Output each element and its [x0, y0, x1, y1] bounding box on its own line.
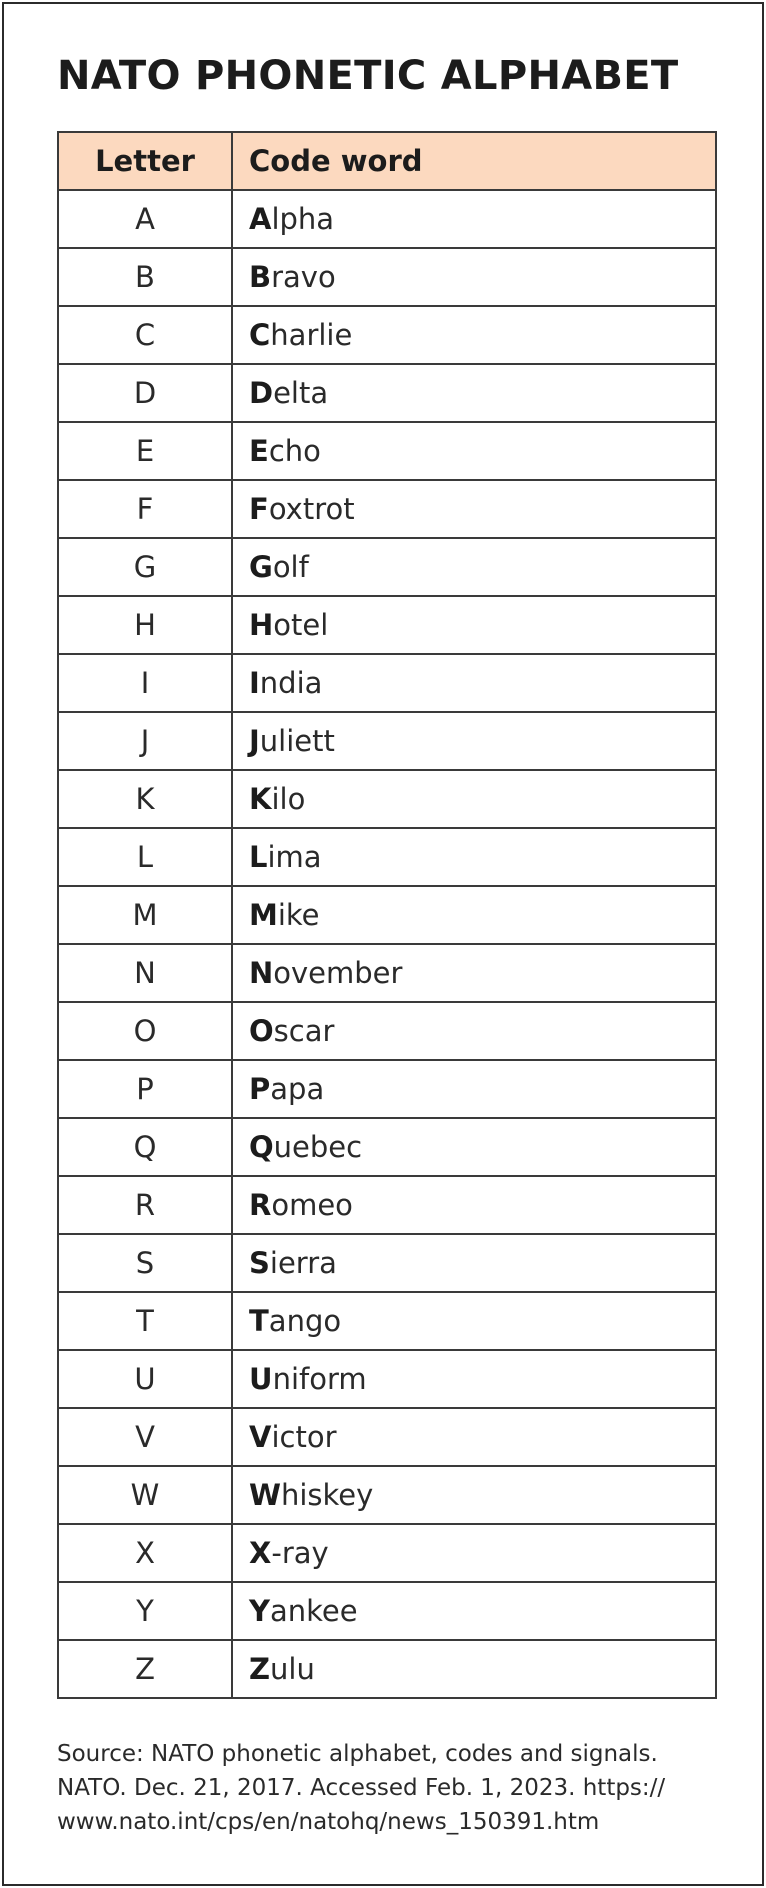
table-row — [58, 1350, 716, 1408]
code-word-rest: ike — [277, 898, 320, 932]
code-word-cell — [232, 944, 716, 1002]
code-word-initial: N — [249, 956, 274, 990]
code-word-cell — [232, 1466, 716, 1524]
table-row — [58, 1176, 716, 1234]
table-row — [58, 596, 716, 654]
code-word-initial: R — [249, 1188, 272, 1222]
table-row — [58, 422, 716, 480]
code-word-initial: A — [249, 202, 272, 236]
code-word-initial: K — [249, 782, 272, 816]
code-word-initial: L — [249, 840, 268, 874]
code-word-rest: olf — [272, 550, 309, 584]
table-row — [58, 886, 716, 944]
code-word-rest: ravo — [271, 260, 336, 294]
code-word-cell — [232, 480, 716, 538]
code-word-cell — [232, 538, 716, 596]
code-word-cell — [232, 1002, 716, 1060]
letter-cell: C — [58, 306, 232, 364]
code-word-initial: X — [249, 1536, 272, 1570]
letter-cell: D — [58, 364, 232, 422]
letter-cell: O — [58, 1002, 232, 1060]
letter-cell: Q — [58, 1118, 232, 1176]
phonetic-alphabet-table — [57, 131, 717, 1699]
table-row — [58, 190, 716, 248]
code-word-initial: C — [249, 318, 271, 352]
table-row — [58, 1524, 716, 1582]
code-word-rest: uebec — [273, 1130, 363, 1164]
table-body — [58, 190, 716, 1698]
code-word-initial: P — [249, 1072, 271, 1106]
code-word-initial: B — [249, 260, 272, 294]
code-word-rest: oxtrot — [268, 492, 355, 526]
code-word-initial: T — [249, 1304, 269, 1338]
code-word-rest: cho — [268, 434, 321, 468]
code-word-column-header: Code word — [232, 132, 716, 190]
code-word-initial: Z — [249, 1652, 271, 1686]
letter-cell: T — [58, 1292, 232, 1350]
code-word-cell — [232, 364, 716, 422]
letter-cell: U — [58, 1350, 232, 1408]
letter-cell: P — [58, 1060, 232, 1118]
letter-cell: I — [58, 654, 232, 712]
code-word-rest: ictor — [271, 1420, 337, 1454]
code-word-rest: hiskey — [281, 1478, 374, 1512]
code-word-rest: ango — [268, 1304, 342, 1338]
table-row — [58, 248, 716, 306]
code-word-initial: D — [249, 376, 274, 410]
code-word-rest: harlie — [270, 318, 353, 352]
table-row — [58, 1292, 716, 1350]
code-word-initial: M — [249, 898, 278, 932]
code-word-cell — [232, 190, 716, 248]
code-word-initial: Q — [249, 1130, 274, 1164]
code-word-cell — [232, 1176, 716, 1234]
code-word-initial: H — [249, 608, 274, 642]
letter-cell: F — [58, 480, 232, 538]
code-word-cell — [232, 248, 716, 306]
code-word-cell — [232, 596, 716, 654]
letter-cell: R — [58, 1176, 232, 1234]
code-word-cell — [232, 1640, 716, 1698]
table-row — [58, 1466, 716, 1524]
code-word-rest: -ray — [271, 1536, 329, 1570]
letter-cell: V — [58, 1408, 232, 1466]
table-row — [58, 1118, 716, 1176]
table-row — [58, 1002, 716, 1060]
letter-cell: A — [58, 190, 232, 248]
code-word-cell — [232, 1060, 716, 1118]
code-word-initial: W — [249, 1478, 281, 1512]
table-row — [58, 364, 716, 422]
code-word-cell — [232, 1292, 716, 1350]
letter-column-header: Letter — [58, 132, 232, 190]
letter-cell: E — [58, 422, 232, 480]
letter-cell: M — [58, 886, 232, 944]
code-word-cell — [232, 886, 716, 944]
table-header-row — [58, 132, 716, 190]
table-row — [58, 712, 716, 770]
code-word-rest: uliett — [259, 724, 335, 758]
page-title: NATO PHONETIC ALPHABET — [57, 53, 679, 99]
code-word-rest: omeo — [271, 1188, 353, 1222]
source-line: Source: NATO phonetic alphabet, codes and signals. — [57, 1741, 658, 1767]
source-line: www.nato.int/cps/en/natohq/news_150391.htm — [57, 1809, 600, 1835]
code-word-initial: J — [249, 724, 260, 758]
code-word-cell — [232, 828, 716, 886]
letter-cell: K — [58, 770, 232, 828]
table-row — [58, 538, 716, 596]
code-word-cell — [232, 712, 716, 770]
letter-cell: B — [58, 248, 232, 306]
code-word-rest: niform — [272, 1362, 367, 1396]
letter-cell: Y — [58, 1582, 232, 1640]
table-row — [58, 1582, 716, 1640]
code-word-cell — [232, 654, 716, 712]
code-word-cell — [232, 1524, 716, 1582]
code-word-rest: ierra — [269, 1246, 337, 1280]
code-word-initial: S — [249, 1246, 270, 1280]
table-row — [58, 654, 716, 712]
table-row — [58, 1060, 716, 1118]
code-word-initial: Y — [249, 1594, 270, 1628]
letter-cell: H — [58, 596, 232, 654]
table-row — [58, 1234, 716, 1292]
code-word-rest: elta — [273, 376, 329, 410]
source-citation — [57, 1737, 697, 1839]
code-word-cell — [232, 422, 716, 480]
code-word-cell — [232, 1582, 716, 1640]
code-word-cell — [232, 1118, 716, 1176]
letter-cell: Z — [58, 1640, 232, 1698]
code-word-initial: U — [249, 1362, 273, 1396]
code-word-rest: ilo — [271, 782, 306, 816]
code-word-initial: O — [249, 1014, 274, 1048]
table-row — [58, 944, 716, 1002]
code-word-cell — [232, 1234, 716, 1292]
table-row — [58, 306, 716, 364]
code-word-cell — [232, 306, 716, 364]
code-word-cell — [232, 1408, 716, 1466]
code-word-rest: ankee — [270, 1594, 358, 1628]
table-row — [58, 480, 716, 538]
code-word-rest: scar — [273, 1014, 335, 1048]
code-word-rest: ndia — [259, 666, 323, 700]
code-word-rest: lpha — [271, 202, 335, 236]
code-word-initial: F — [249, 492, 269, 526]
letter-cell: J — [58, 712, 232, 770]
table-row — [58, 828, 716, 886]
letter-cell: W — [58, 1466, 232, 1524]
code-word-rest: apa — [270, 1072, 325, 1106]
code-word-initial: I — [249, 666, 260, 700]
table-row — [58, 1408, 716, 1466]
letter-cell: S — [58, 1234, 232, 1292]
letter-cell: G — [58, 538, 232, 596]
code-word-rest: otel — [273, 608, 329, 642]
letter-cell: X — [58, 1524, 232, 1582]
code-word-initial: V — [249, 1420, 272, 1454]
code-word-rest: ima — [267, 840, 322, 874]
code-word-cell — [232, 1350, 716, 1408]
source-line: NATO. Dec. 21, 2017. Accessed Feb. 1, 2023. https:// — [57, 1775, 666, 1801]
code-word-initial: G — [249, 550, 273, 584]
letter-cell: N — [58, 944, 232, 1002]
code-word-cell — [232, 770, 716, 828]
code-word-rest: ovember — [273, 956, 403, 990]
table-row — [58, 1640, 716, 1698]
code-word-initial: E — [249, 434, 269, 468]
letter-cell: L — [58, 828, 232, 886]
document-frame — [2, 2, 764, 1886]
code-word-rest: ulu — [270, 1652, 315, 1686]
table-row — [58, 770, 716, 828]
